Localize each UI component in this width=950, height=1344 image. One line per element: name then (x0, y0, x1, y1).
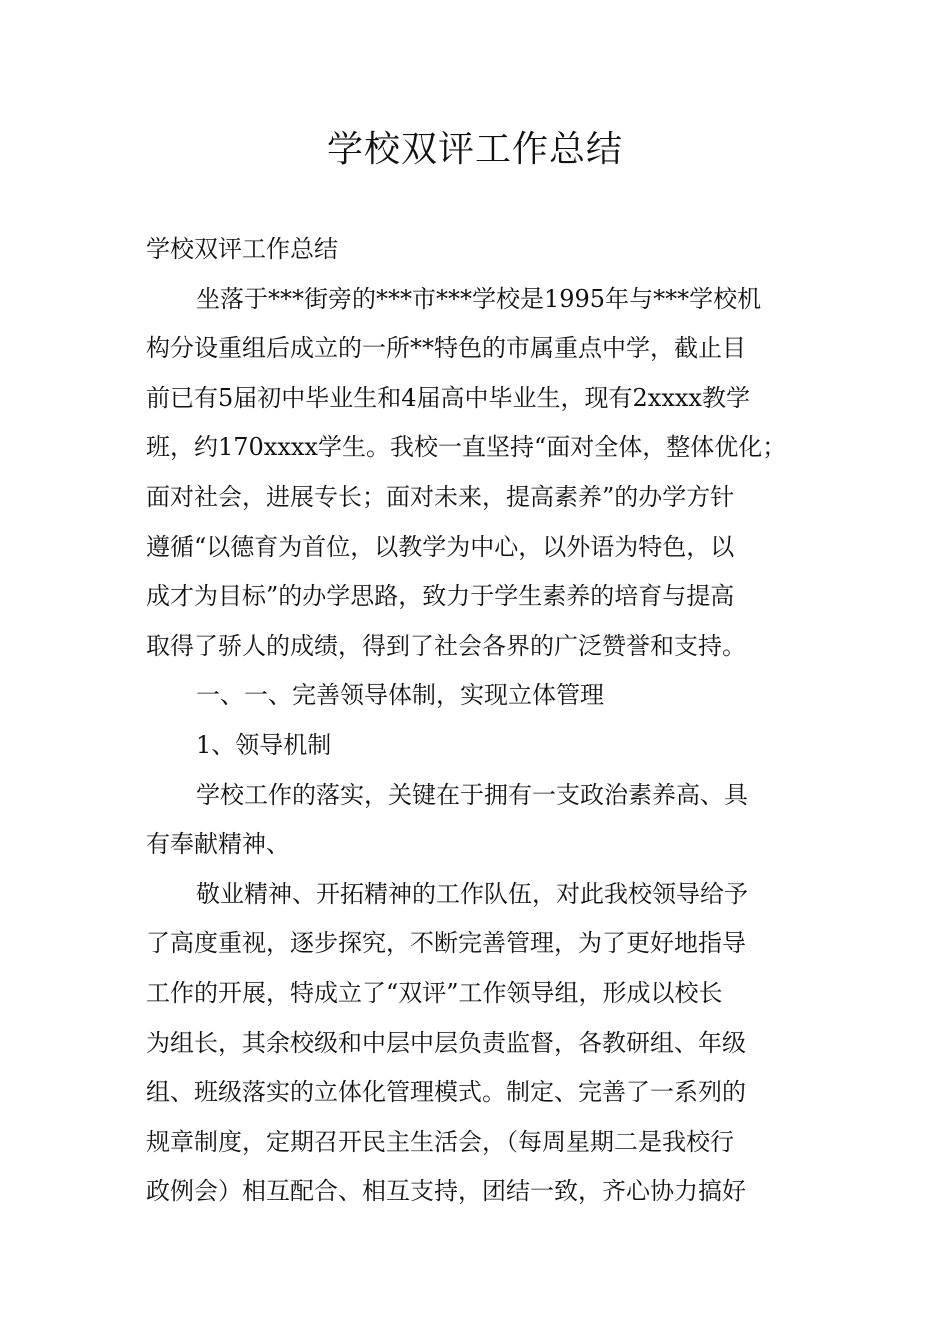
text-line: 工作的开展，特成立了“双评”工作领导组，形成以校长 (146, 978, 723, 1007)
text-line: 前已有5届初中毕业生和4届高中毕业生，现有2xxxx教学 (146, 383, 750, 412)
text-line: 成才为目标”的办学思路，致力于学生素养的培育与提高 (146, 582, 735, 611)
text-line: 构分设重组后成立的一所**特色的市属重点中学，截止目 (146, 334, 746, 363)
text-line: 政例会）相互配合、相互支持，团结一致，齐心协力搞好 (146, 1177, 746, 1206)
text-line: 面对社会，进展专长；面对未来，提高素养”的办学方针 (146, 482, 735, 511)
document-body (146, 225, 808, 1217)
text-line: 班，约170xxxx学生。我校一直坚持“面对全体，整体优化； (146, 433, 787, 462)
section-heading: 一、一、完善领导体制，实现立体管理 (196, 681, 604, 710)
subsection-heading: 1、领导机制 (196, 730, 332, 759)
text-line: 有奉献精神、 (146, 830, 290, 859)
document-title: 学校双评工作总结 (326, 129, 623, 170)
text-line: 敬业精神、开拓精神的工作队伍，对此我校领导给予 (196, 879, 748, 908)
text-line: 规章制度，定期召开民主生活会，（每周星期二是我校行 (146, 1127, 734, 1156)
text-line: 学校工作的落实，关键在于拥有一支政治素养高、具 (196, 780, 748, 809)
text-line-subtitle: 学校双评工作总结 (146, 235, 338, 263)
text-line: 遵循“以德育为首位，以教学为中心，以外语为特色，以 (146, 532, 735, 561)
text-line: 取得了骄人的成绩，得到了社会各界的广泛赞誉和支持。 (146, 631, 746, 660)
text-line: 为组长，其余校级和中层中层负责监督，各教研组、年级 (146, 1028, 746, 1057)
text-line: 了高度重视，逐步探究，不断完善管理，为了更好地指导 (146, 929, 746, 958)
text-line: 组、班级落实的立体化管理模式。制定、完善了一系列的 (146, 1078, 746, 1107)
text-line: 坐落于***街旁的***市***学校是1995年与***学校机 (196, 284, 762, 313)
